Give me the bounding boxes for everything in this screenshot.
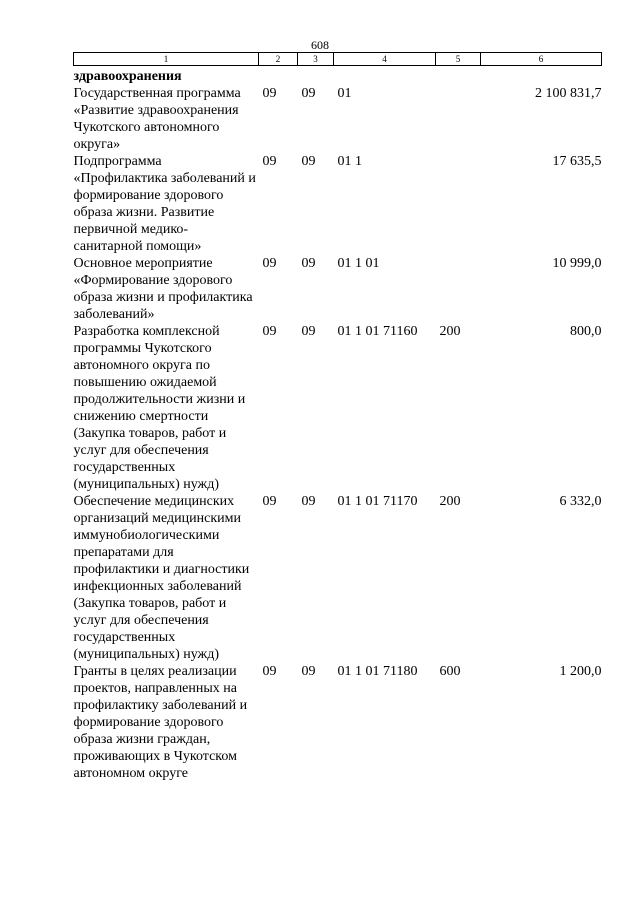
header-col-3: 3: [298, 53, 334, 66]
row-amount: 10 999,0: [552, 256, 602, 271]
table-row: [74, 323, 602, 493]
row-amount: 6 332,0: [559, 494, 602, 509]
row-code-4: 01 1 01: [337, 256, 380, 271]
header-col-4: 4: [334, 53, 436, 66]
row-code-5: 200: [439, 494, 461, 509]
row-code-5: [436, 85, 481, 153]
row-code-3: 09: [301, 664, 316, 679]
row-code-5: [436, 153, 481, 255]
row-name: Государственная программа «Развитие здравоохранения Чукотского автономного округа»: [73, 86, 241, 152]
table-row: [74, 255, 602, 323]
row-code-4: 01 1 01 71160: [337, 324, 418, 339]
row-code-5: 600: [439, 664, 461, 679]
row-code-2: 09: [262, 86, 277, 101]
header-row: [74, 53, 602, 66]
row-code-4: 01 1 01 71180: [337, 664, 418, 679]
row-name: Обеспечение медицинских организаций медицинскими иммунобиологическими препаратами для профилактики и диагностики инфекционных заболеваний (Закупка товаров, работ и услуг для обеспечения государственных (муниципальных) нужд): [73, 494, 250, 662]
header-col-2: 2: [259, 53, 298, 66]
row-code-2: 09: [262, 154, 277, 169]
row-code-3: 09: [301, 324, 316, 339]
row-code-5: 200: [439, 324, 461, 339]
row-amount: 1 200,0: [559, 664, 602, 679]
table-row: [74, 663, 602, 782]
row-code-2: 09: [262, 324, 277, 339]
row-name: Разработка комплексной программы Чукотского автономного округа по повышению ожидаемой продолжительности жизни и снижению смертности (Закупка товаров, работ и услуг для обеспечения государственных (муниципальных) нужд): [73, 324, 246, 492]
row-code-3: 09: [301, 494, 316, 509]
row-code-4: 01 1: [337, 154, 362, 169]
page-number: 608: [311, 38, 329, 52]
table-body: [74, 66, 602, 783]
table-header: [74, 53, 602, 66]
row-name: Гранты в целях реализации проектов, направленных на профилактику заболеваний и формирование здорового образа жизни граждан, проживающих в Чукотском автономном округе: [73, 664, 248, 781]
row-code-2: 09: [262, 664, 277, 679]
row-amount: 17 635,5: [552, 154, 602, 169]
header-col-1: 1: [74, 53, 259, 66]
row-code-4: 01 1 01 71170: [337, 494, 418, 509]
row-code-3: 09: [301, 86, 316, 101]
row-name: Основное мероприятие «Формирование здорового образа жизни и профилактика заболеваний»: [73, 256, 253, 322]
table-row: [74, 85, 602, 153]
row-amount: 2 100 831,7: [535, 86, 602, 101]
budget-table: [73, 52, 602, 782]
row-code-2: 09: [262, 494, 277, 509]
row-code-3: 09: [301, 154, 316, 169]
header-col-6: 6: [481, 53, 602, 66]
row-code-5: [436, 255, 481, 323]
row-code-4: 01: [337, 86, 352, 101]
header-col-5: 5: [436, 53, 481, 66]
table-row: [74, 153, 602, 255]
row-code-3: 09: [301, 256, 316, 271]
row-name: Подпрограмма «Профилактика заболеваний и формирование здорового образа жизни. Развитие первичной медико-санитарной помощи»: [73, 154, 256, 254]
table-row: [74, 493, 602, 663]
row-code-2: 09: [262, 256, 277, 271]
section-heading-row: [74, 66, 602, 86]
row-amount: 800,0: [570, 324, 602, 339]
section-heading: здравоохранения: [73, 69, 182, 84]
